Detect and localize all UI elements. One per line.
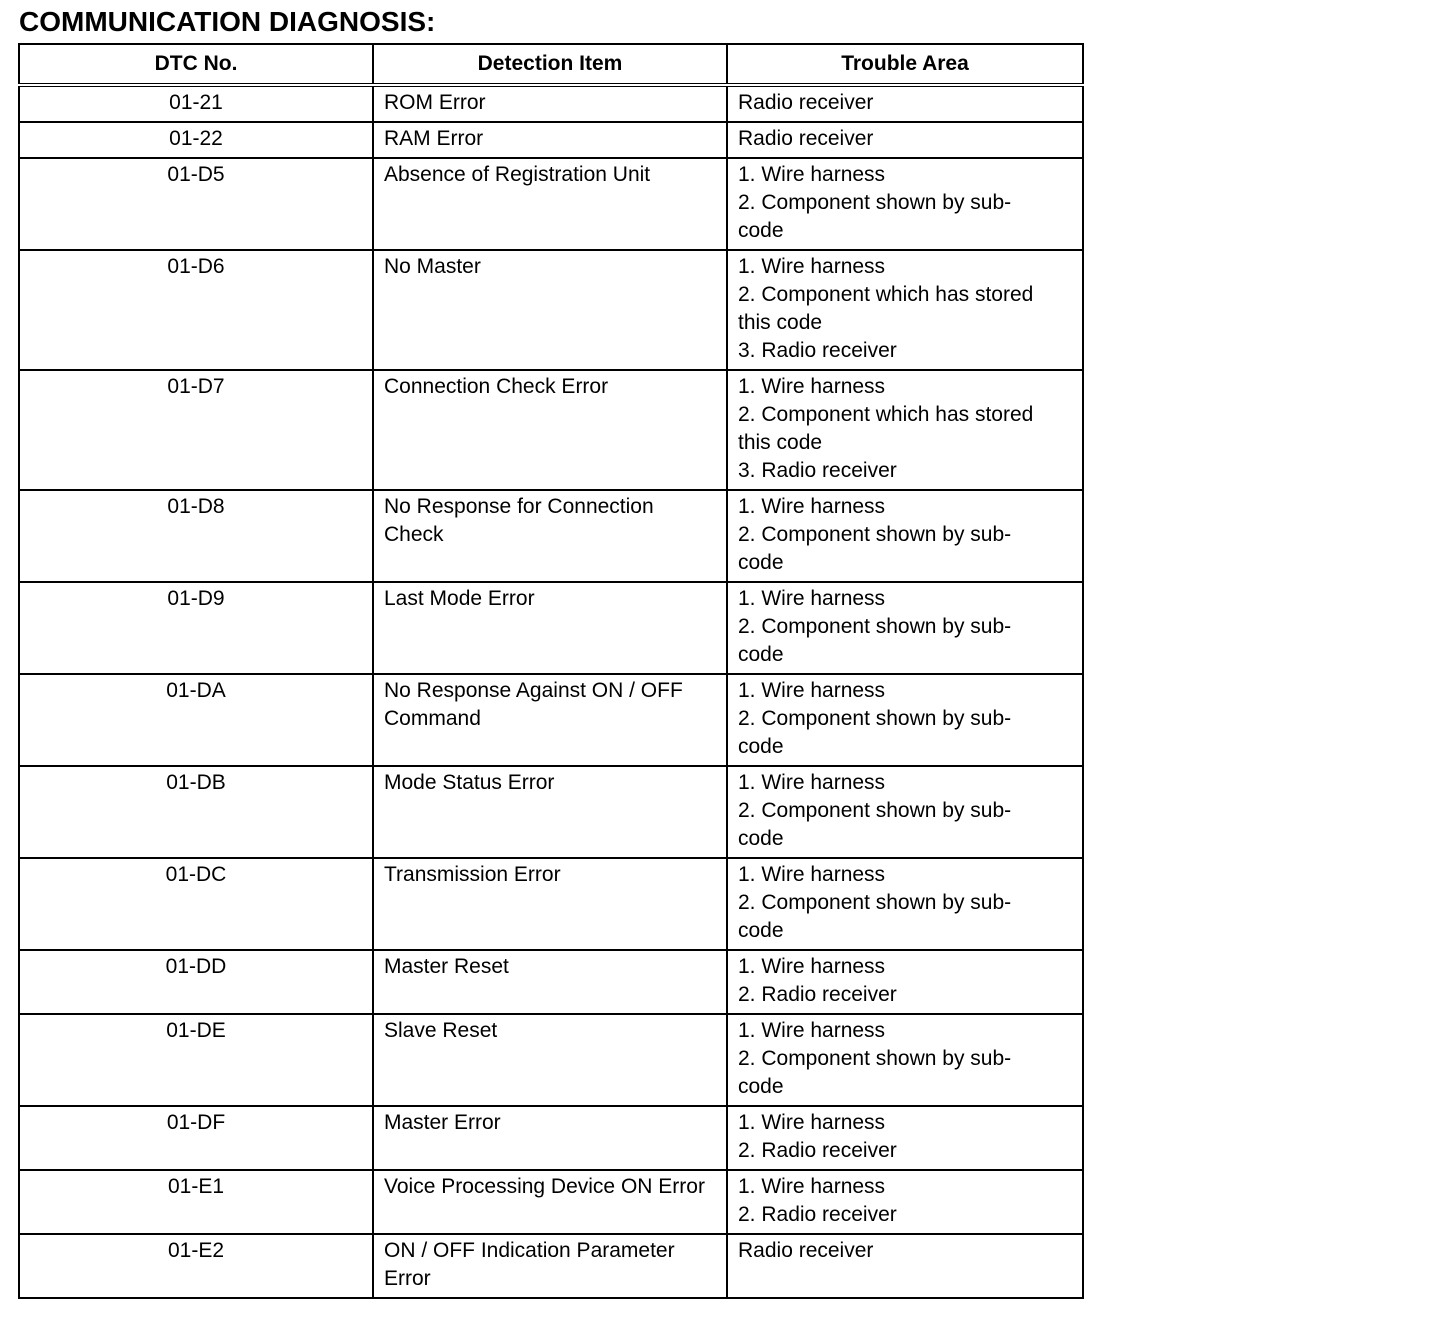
trouble-area-line: 1. Wire harness bbox=[738, 495, 886, 518]
trouble-area-line: 2. Radio receiver bbox=[738, 1203, 897, 1226]
trouble-area-line: 1. Wire harness bbox=[738, 255, 886, 278]
dtc-code-cell: 01-DF bbox=[19, 1106, 373, 1170]
trouble-area-cell bbox=[727, 1014, 1083, 1106]
table-body bbox=[19, 85, 1083, 1298]
table-row bbox=[19, 490, 1083, 582]
table-row bbox=[19, 85, 1083, 122]
detection-item-cell: Mode Status Error bbox=[373, 766, 727, 858]
trouble-area-line: 2. Component shown by sub- bbox=[738, 523, 1012, 546]
detection-item-cell: ON / OFF Indication Parameter Error bbox=[373, 1234, 727, 1298]
trouble-area-cell bbox=[727, 85, 1083, 122]
trouble-area-line: 2. Component shown by sub- bbox=[738, 1047, 1012, 1070]
trouble-area-cell bbox=[727, 950, 1083, 1014]
table-row bbox=[19, 858, 1083, 950]
table-row bbox=[19, 1014, 1083, 1106]
trouble-area-line: this code bbox=[738, 311, 823, 334]
trouble-area-line: 2. Component shown by sub- bbox=[738, 191, 1012, 214]
detection-item-cell: RAM Error bbox=[373, 122, 727, 158]
trouble-area-line: 1. Wire harness bbox=[738, 1019, 886, 1042]
trouble-area-line: 1. Wire harness bbox=[738, 955, 886, 978]
trouble-area-line: 3. Radio receiver bbox=[738, 459, 897, 482]
trouble-area-line: code bbox=[738, 919, 784, 942]
trouble-area-line: 2. Radio receiver bbox=[738, 983, 897, 1006]
trouble-area-line: 3. Radio receiver bbox=[738, 339, 897, 362]
detection-item-cell: No Response Against ON / OFF Command bbox=[373, 674, 727, 766]
trouble-area-cell bbox=[727, 582, 1083, 674]
trouble-area-line: Radio receiver bbox=[738, 91, 874, 114]
table-row bbox=[19, 1170, 1083, 1234]
dtc-code-cell: 01-E2 bbox=[19, 1234, 373, 1298]
trouble-area-line: code bbox=[738, 1075, 784, 1098]
trouble-area-cell bbox=[727, 1106, 1083, 1170]
dtc-code-cell: 01-E1 bbox=[19, 1170, 373, 1234]
trouble-area-line: 1. Wire harness bbox=[738, 1111, 886, 1134]
detection-item-cell: Master Error bbox=[373, 1106, 727, 1170]
table-row bbox=[19, 674, 1083, 766]
detection-item-cell: No Response for Connection Check bbox=[373, 490, 727, 582]
detection-item-cell: ROM Error bbox=[373, 85, 727, 122]
dtc-code-cell: 01-D8 bbox=[19, 490, 373, 582]
trouble-area-line: 2. Component which has stored bbox=[738, 403, 1034, 426]
table-row bbox=[19, 370, 1083, 490]
trouble-area-cell bbox=[727, 1234, 1083, 1298]
header-trouble-area: Trouble Area bbox=[727, 44, 1083, 85]
table-row bbox=[19, 950, 1083, 1014]
dtc-code-cell: 01-D6 bbox=[19, 250, 373, 370]
trouble-area-line: 2. Component shown by sub- bbox=[738, 799, 1012, 822]
trouble-area-line: code bbox=[738, 643, 784, 666]
trouble-area-line: 2. Component shown by sub- bbox=[738, 891, 1012, 914]
trouble-area-line: code bbox=[738, 551, 784, 574]
trouble-area-line: Radio receiver bbox=[738, 127, 874, 150]
detection-item-cell: Voice Processing Device ON Error bbox=[373, 1170, 727, 1234]
dtc-code-cell: 01-D5 bbox=[19, 158, 373, 250]
detection-item-cell: Absence of Registration Unit bbox=[373, 158, 727, 250]
trouble-area-line: this code bbox=[738, 431, 823, 454]
dtc-code-cell: 01-D9 bbox=[19, 582, 373, 674]
header-detection-item: Detection Item bbox=[373, 44, 727, 85]
table-row bbox=[19, 766, 1083, 858]
trouble-area-line: 1. Wire harness bbox=[738, 863, 886, 886]
trouble-area-line: 1. Wire harness bbox=[738, 587, 886, 610]
table-row bbox=[19, 158, 1083, 250]
trouble-area-line: 1. Wire harness bbox=[738, 163, 886, 186]
dtc-code-cell: 01-DE bbox=[19, 1014, 373, 1106]
table-row bbox=[19, 250, 1083, 370]
dtc-code-cell: 01-DA bbox=[19, 674, 373, 766]
trouble-area-line: 2. Radio receiver bbox=[738, 1139, 897, 1162]
detection-item-cell: Last Mode Error bbox=[373, 582, 727, 674]
trouble-area-line: code bbox=[738, 827, 784, 850]
detection-item-cell: Slave Reset bbox=[373, 1014, 727, 1106]
dtc-code-cell: 01-22 bbox=[19, 122, 373, 158]
trouble-area-line: 1. Wire harness bbox=[738, 375, 886, 398]
trouble-area-cell bbox=[727, 158, 1083, 250]
table-header bbox=[19, 44, 1083, 85]
dtc-code-cell: 01-DC bbox=[19, 858, 373, 950]
trouble-area-cell bbox=[727, 674, 1083, 766]
header-row bbox=[19, 44, 1083, 85]
table-row bbox=[19, 1106, 1083, 1170]
detection-item-cell: Connection Check Error bbox=[373, 370, 727, 490]
detection-item-cell: Transmission Error bbox=[373, 858, 727, 950]
table-row bbox=[19, 582, 1083, 674]
trouble-area-line: Radio receiver bbox=[738, 1239, 874, 1262]
trouble-area-line: code bbox=[738, 219, 784, 242]
table-row bbox=[19, 1234, 1083, 1298]
trouble-area-line: code bbox=[738, 735, 784, 758]
dtc-code-cell: 01-21 bbox=[19, 85, 373, 122]
dtc-code-cell: 01-DB bbox=[19, 766, 373, 858]
table-row bbox=[19, 122, 1083, 158]
trouble-area-cell bbox=[727, 490, 1083, 582]
detection-item-cell: Master Reset bbox=[373, 950, 727, 1014]
trouble-area-cell bbox=[727, 858, 1083, 950]
trouble-area-line: 2. Component shown by sub- bbox=[738, 707, 1012, 730]
trouble-area-cell bbox=[727, 370, 1083, 490]
detection-item-cell: No Master bbox=[373, 250, 727, 370]
trouble-area-cell bbox=[727, 1170, 1083, 1234]
trouble-area-line: 2. Component shown by sub- bbox=[738, 615, 1012, 638]
dtc-code-cell: 01-DD bbox=[19, 950, 373, 1014]
trouble-area-line: 2. Component which has stored bbox=[738, 283, 1034, 306]
trouble-area-line: 1. Wire harness bbox=[738, 1175, 886, 1198]
trouble-area-line: 1. Wire harness bbox=[738, 771, 886, 794]
header-dtc-no: DTC No. bbox=[19, 44, 373, 85]
trouble-area-cell bbox=[727, 122, 1083, 158]
trouble-area-line: 1. Wire harness bbox=[738, 679, 886, 702]
trouble-area-cell bbox=[727, 250, 1083, 370]
dtc-table bbox=[18, 43, 1084, 1299]
trouble-area-cell bbox=[727, 766, 1083, 858]
page-title: COMMUNICATION DIAGNOSIS: bbox=[19, 6, 436, 37]
dtc-code-cell: 01-D7 bbox=[19, 370, 373, 490]
